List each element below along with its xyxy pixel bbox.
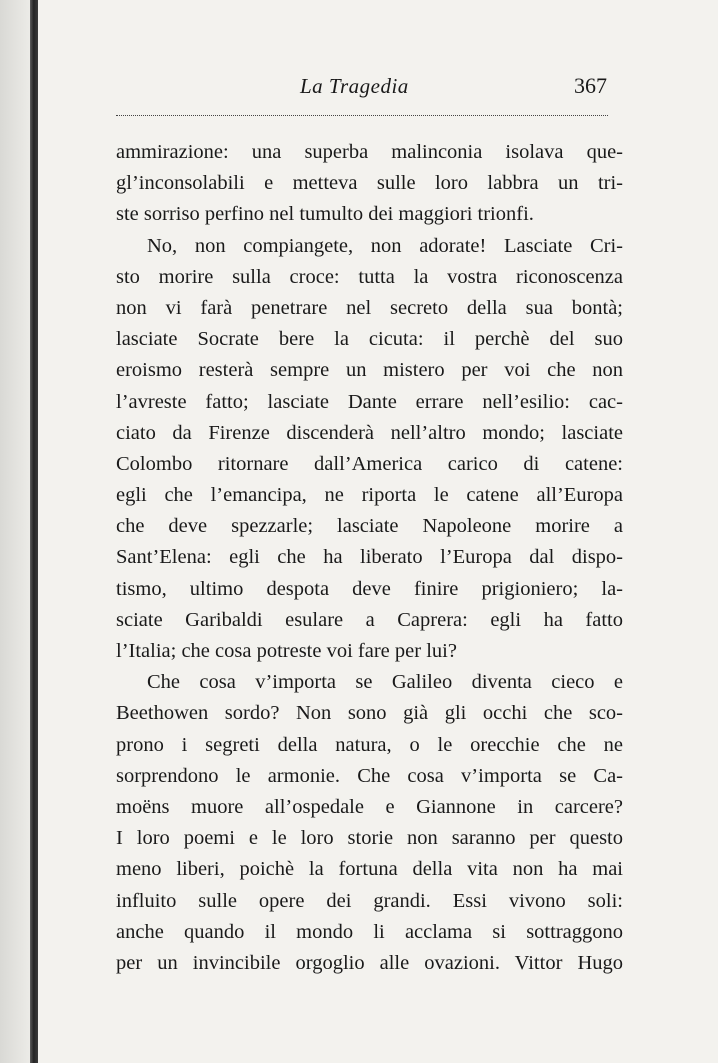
text-line: egli che l’emancipa, ne riporta le catene all’Europa <box>116 484 623 507</box>
book-spine-shadow <box>30 0 38 1063</box>
page-header <box>116 60 611 110</box>
text-line: Beethowen sordo? Non sono già gli occhi che sco- <box>116 702 623 725</box>
text-line: che deve spezzarle; lasciate Napoleone morire a <box>116 515 623 538</box>
text-line: tismo, ultimo despota deve finire prigioniero; la- <box>116 577 623 600</box>
text-line: prono i segreti della natura, o le orecchie che ne <box>116 733 623 756</box>
text-line: sciate Garibaldi esulare a Caprera: egli ha fatto <box>116 608 623 631</box>
header-rule <box>116 115 608 116</box>
text-line: sto morire sulla croce: tutta la vostra riconoscenza <box>116 265 623 288</box>
text-line: ciato da Firenze discenderà nell’altro mondo; lasciate <box>116 421 623 444</box>
page-number: 367 <box>574 73 607 98</box>
body-text <box>116 137 623 979</box>
text-line: influito sulle opere dei grandi. Essi vivono soli: <box>116 889 623 912</box>
text-line: l’Italia; che cosa potreste voi fare per lui? <box>116 640 457 662</box>
text-line: I loro poemi e le loro storie non saranno per questo <box>116 827 623 850</box>
text-line: eroismo resterà sempre un mistero per voi che non <box>116 359 623 382</box>
text-line: Colombo ritornare dall’America carico di catene: <box>116 452 623 475</box>
page-gutter <box>0 0 30 1063</box>
running-title: La Tragedia <box>300 74 409 98</box>
text-line: meno liberi, poichè la fortuna della vita non ha mai <box>116 858 623 881</box>
text-line: ste sorriso perfino nel tumulto dei maggiori trionfi. <box>116 203 534 226</box>
text-line: Sant’Elena: egli che ha liberato l’Europa dal dispo- <box>116 546 623 569</box>
text-line: Che cosa v’importa se Galileo diventa cieco e <box>147 671 623 694</box>
text-line: gl’inconsolabili e metteva sulle loro labbra un tri- <box>116 172 623 195</box>
text-line: ammirazione: una superba malinconia isolava que- <box>116 141 623 163</box>
text-line: l’avreste fatto; lasciate Dante errare nell’esilio: cac- <box>116 390 623 413</box>
text-line: anche quando il mondo li acclama si sottraggono <box>116 920 623 943</box>
text-line: lasciate Socrate bere la cicuta: il perchè del suo <box>116 328 623 351</box>
text-line: sorprendono le armonie. Che cosa v’importa se Ca- <box>116 764 623 787</box>
text-line: non vi farà penetrare nel secreto della sua bontà; <box>116 296 623 319</box>
text-line: moëns muore all’ospedale e Giannone in carcere? <box>116 795 623 818</box>
text-line: per un invincibile orgoglio alle ovazioni. Vittor Hugo <box>116 951 623 974</box>
text-line: No, non compiangete, non adorate! Lasciate Cri- <box>147 234 623 257</box>
